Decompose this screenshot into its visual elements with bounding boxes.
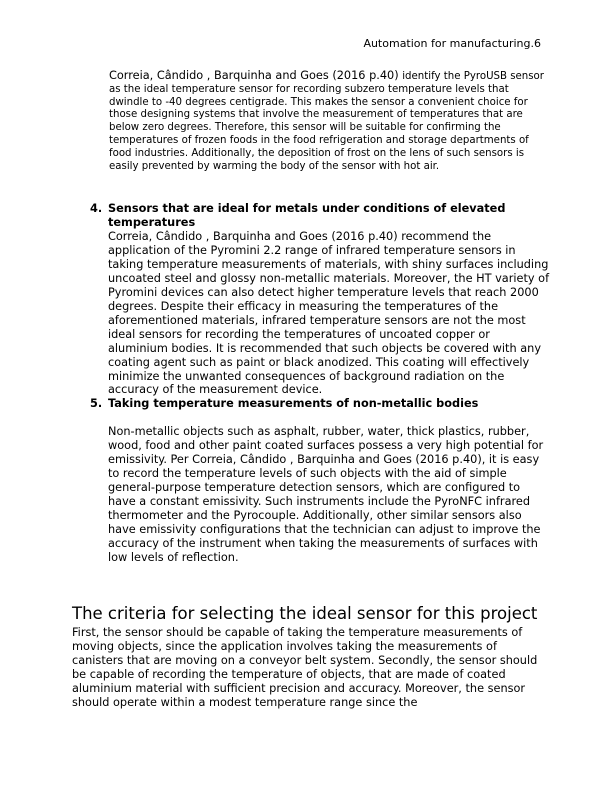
list-item — [90, 202, 550, 397]
numbered-list — [90, 202, 550, 565]
section-paragraph: First, the sensor should be capable of taking the temperature measurements of moving objects, since the application involves taking the measurements of canisters that are moving on a conveyor belt system. Secondly, the sensor should be capable of recording the temperature of objects, that are made of coated aluminium material with sufficient precision and accuracy. Moreover, the sensor should operate within a modest temperature range since the — [72, 626, 538, 709]
section-heading: The criteria for selecting the ideal sensor for this project — [72, 604, 538, 623]
list-item-title: Sensors that are ideal for metals under conditions of elevated temperatures — [108, 202, 506, 229]
running-header: Automation for manufacturing.6 — [363, 37, 541, 50]
intro-text: identify the PyroUSB sensor as the ideal temperature sensor for recording subzero temperature levels that dwindle to -40 degrees centigrade. This makes the sensor a convenient choice for those designing systems that involve the measurement of temperatures that are below zero degrees. Therefore, this sensor will be suitable for confirming the temperatures of frozen foods in the food refrigeration and storage departments of food industries. Additionally, the deposition of frost on the lens of such sensors is easily prevented by warming the body of the sensor with hot air. — [109, 71, 544, 172]
list-item-number: 5. — [90, 397, 103, 411]
list-item-title: Taking temperature measurements of non-metallic bodies — [108, 397, 479, 411]
list-item — [90, 397, 550, 565]
intro-paragraph — [109, 70, 549, 173]
list-item-number: 4. — [90, 202, 103, 215]
list-item-body: Correia, Cândido , Barquinha and Goes (2016 p.40) recommend the application of the Pyromini 2.2 range of infrared temperature sensors in taking temperature measurements of materials, with shiny surfaces including uncoated steel and glossy non-metallic materials. Moreover, the HT variety of Pyromini devices can also detect higher temperature levels that reach 2000 degrees. Despite their efficacy in measuring the temperatures of the aforementioned materials, infrared temperature sensors are not the most ideal sensors for recording the temperatures of uncoated copper or aluminium bodies. It is recommended that such objects be covered with any coating agent such as paint or black anodized. This coating will effectively minimize the unwanted consequences of background radiation on the accuracy of the measurement device. — [108, 230, 550, 397]
intro-citation: Correia, Cândido , Barquinha and Goes (2016 p.40) — [109, 69, 403, 82]
list-item-body: Non-metallic objects such as asphalt, rubber, water, thick plastics, rubber, wood, food and other paint coated surfaces possess a very high potential for emissivity. Per Correia, Cândido , Barquinha and Goes (2016 p.40), it is easy to record the temperature levels of such objects with the aid of simple general-purpose temperature detection sensors, which are configured to have a constant emissivity. Such instruments include the PyroNFC infrared thermometer and the Pyrocouple. Additionally, other similar sensors also have emissivity configurations that the technician can adjust to improve the accuracy of the instrument when taking the measurements of surfaces with low levels of reflection. — [108, 425, 544, 565]
